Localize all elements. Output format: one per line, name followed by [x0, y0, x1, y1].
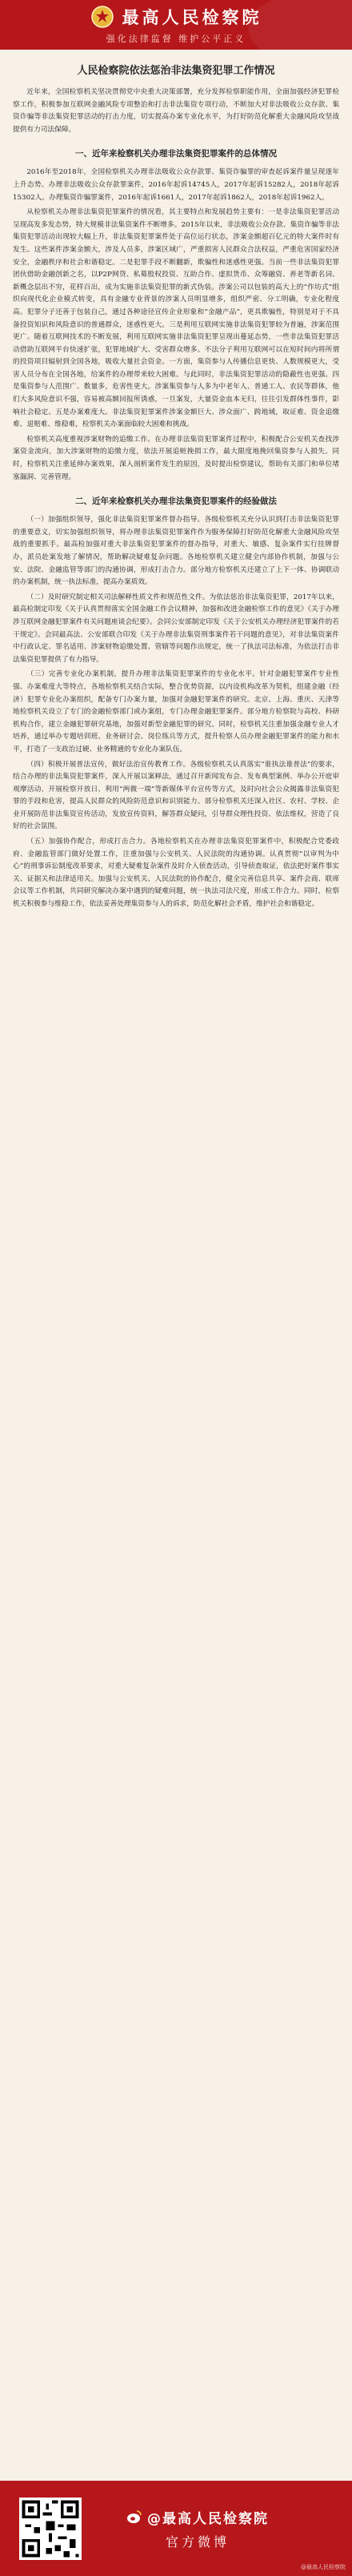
section-2-paragraph: （五）加强协作配合，形成打击合力。各地检察机关在办理非法集资犯罪案件中，积极配合党委政府、金融监管部门做好处置工作，注重加强与公安机关、人民法院的沟通协调。认真贯彻“以审判为中心”的刑事诉讼制度改革要求，对重大疑难复杂案件及时介入侦查活动，引导侦查取证，依法把好案件事实关、证据关和法律适用关。加强与公安机关、人民法院的协作配合，健全完善信息共享、案件会商、联席会议等工作机制，共同研究解决办案中遇到的疑难问题，统一执法司法尺度，形成工作合力。同时，检察机关积极参与维稳工作，依法妥善处理集资参与人的诉求，防范化解社会矛盾，维护社会和谐稳定。	[13, 838, 339, 909]
procuratorate-emblem-icon	[90, 5, 114, 29]
qr-code-icon	[19, 2498, 82, 2560]
section-1-paragraph: 从检察机关办理非法集资犯罪案件的情况看，其主要特点和发展趋势主要有：一是非法集资犯罪活动呈现高发多发态势，特大规模非法集资案件不断增多。2015年以来，非法吸收公众存款、集资诈骗等非法集资犯罪活动出现较大幅上升，非法集资犯罪案件处于高位运行状态，涉案金额超百亿元的特大案件时有发生。这些案件涉案金额大，涉及人员多，涉案区域广，严重损害人民群众合法权益，严重危害国家经济安全，金融秩序和社会和谐稳定。二是犯罪手段不断翻新，欺骗性和迷惑性更强。当前一些非法集资犯罪团伙借助金融创新之名，以P2P网贷、私募股权投资、互助合作、虚拟货币、众筹融资、养老等新名词、新概念层出不穷，花样百出，成为实施非法集资犯罪的新式伪装。涉案公司以包装的高大上的“作坊式”组织向现代化企业模式转变，具有金融专业背景的涉案人员明显增多，组织严密、分工明确，专业化程度高。犯罪分子还善于包装自己，通过各种途径宣传企业形象和“金融产品”，更具欺骗性，特别是对于不具备投资知识和风险意识的普通群众，迷惑性更大。三是利用互联网实施非法集资犯罪较为普遍，涉案范围更广。随着互联网技术的不断发展，利用互联网实施非法集资犯罪呈现出蔓延态势，一些非法集资犯罪活动借助互联网平台快速扩张，犯罪地域扩大、受害群众增多。不法分子利用互联网可以在短时间内将所谓的投资项目辐射到全国各地，吸收大量社会资金。一方面，集资参与人传播信息更快、人数规模更大，受害人员分布在全国各地，给案件的办理带来较大困难。与此同时，非法集资犯罪活动的隐蔽性也更强。四是集资参与人范围广、数量多，危害性更大。涉案集资参与人多为中老年人、普通工人、农民等群体，他们大多风险意识不强，容易被高额回报所诱惑，一旦案发，大量资金血本无归，往往引发群体性事件，影响社会稳定。五是办案难度大。非法集资犯罪案件涉案金额巨大、涉众面广、跨地域，取证难、资金追缴难、退赔难、维稳难，检察机关办案面临较大困难和挑战。	[13, 208, 339, 429]
section-2-paragraph: （三）完善专业化办案机制，提升办理非法集资犯罪案件的专业化水平。针对金融犯罪案件专业性强、办案难度大等特点，各地检察机关结合实际，整合优势资源，以内设机构改革为契机，组建金融（经济）犯罪专业化办案组织，配备专门办案力量，加强对金融犯罪案件的研究。北京、上海、重庆、天津等地检察机关设立了专门的金融检察部门或办案组，专门办理金融犯罪案件。部分地方检察院与高校、科研机构合作，建立金融犯罪研究基地，加强对新型金融犯罪的研究。同时，检察机关注重加强金融专业人才培养，通过举办专题培训班、业务研讨会、岗位练兵等方式，提升检察人员办理金融犯罪案件的能力和水平，打造了一支政治过硬、业务精通的专业化办案队伍。	[13, 670, 339, 754]
section-1-heading: 一、近年来检察机关办理非法集资犯罪案件的总体情况	[75, 149, 277, 159]
section-1-paragraph: 检察机关高度重视涉案财物的追缴工作。在办理非法集资犯罪案件过程中，积极配合公安机关查找涉案资金流向，加大涉案财物的追缴力度，依法开展追赃挽损工作，最大限度地挽回集资参与人损失。同时，检察机关注重延伸办案效果，深入剖析案件发生的原因，及时提出检察建议，帮助有关部门和单位堵塞漏洞、完善管理。	[13, 435, 339, 481]
watermark: @最高人民检察院	[301, 2564, 346, 2570]
article-title: 人民检察院依法惩治非法集资犯罪工作情况	[77, 65, 275, 77]
brand-name: 最高人民检察院	[122, 8, 262, 27]
brand-slogan: 强化法律监督 维护公平正义	[106, 34, 246, 44]
section-2-heading: 二、近年来检察机关办理非法集资犯罪案件的经验做法	[75, 496, 277, 507]
footer-banner	[0, 2481, 352, 2576]
weibo-icon	[126, 2509, 142, 2525]
section-2-paragraph: （二）及时研究制定相关司法解释性质文件和规范性文件。为依法惩治非法集资犯罪，2017年以来，最高检制定印发《关于认真贯彻落实全国金融工作会议精神，加强和改进金融检察工作的意见》《关于办理涉互联网金融犯罪案件有关问题座谈会纪要》。会同公安部制定印发《关于公安机关办理经济犯罪案件的若干规定》。会同最高法、公安部联合印发《关于办理非法集资刑事案件若干问题的意见》，对非法集资案件中行政认定、罪名适用、涉案财物追缴处置、管辖等问题作出规定，统一了执法司法标准，为依法打击非法集资犯罪提供了有力指导。	[13, 593, 339, 664]
section-2-paragraph: （四）积极开展普法宣传，做好法治宣传教育工作。各级检察机关认真落实“谁执法谁普法”的要求，结合办理的非法集资犯罪案件，深入开展以案释法，通过召开新闻发布会、发布典型案例、举办公开庭审观摩活动、开展检察开放日、利用“两微一端”等新媒体平台宣传等方式，及时向社会公众揭露非法集资犯罪的手段和危害，提高人民群众的风险防范意识和识别能力。部分检察机关还深入社区、农村、学校、企业开展防范非法集资宣传活动，发放宣传资料，解答群众疑问，引导群众理性投资、依法维权，营造了良好的社会氛围。	[13, 760, 339, 831]
top-banner	[0, 0, 352, 50]
article-body	[0, 50, 352, 911]
footer-text	[126, 2507, 269, 2550]
brand-row	[90, 5, 262, 29]
section-2-paragraph: （一）加强组织领导，强化非法集资犯罪案件督办指导。各级检察机关充分认识到打击非法集资犯罪的重要意义，切实加强组织领导，将办理非法集资犯罪案件作为服务保障打好防范化解重大金融风险攻坚战的重要抓手。最高检加强对重大非法集资犯罪案件的督办指导，对重大、敏感、复杂案件实行挂牌督办，派员赴案发地了解情况，帮助解决疑难复杂问题。各地检察机关建立健全内部协作机制，加强与公安、法院、金融监管等部门的沟通协调，形成打击合力。部分地方检察机关还建立了上下一体、协调联动的办案机制，统一执法标准，提高办案质效。	[13, 516, 339, 587]
intro-paragraph: 近年来，全国检察机关坚决贯彻党中央重大决策部署，充分发挥检察职能作用，全面加强经济犯罪检察工作，积极参加互联网金融风险专项整治和打击非法集资专项行动，不断加大对非法吸收公众存款、集资诈骗等非法集资犯罪活动的打击力度，切实提高办案专业化水平，为打好防范化解重大金融风险攻坚战提供有力司法保障。	[13, 88, 339, 134]
section-1-paragraph: 2016年至2018年，全国检察机关办理非法吸收公众存款罪、集资诈骗罪的审查起诉案件量呈现逐年上升态势。办理非法吸收公众存款罪案件，2016年起诉14745人，2017年起诉15282人，2018年起诉15302人。办理集资诈骗罪案件，2016年起诉1661人，2017年起诉1862人，2018年起诉1962人。	[13, 168, 339, 202]
account-subtitle: 官方微博	[165, 2534, 230, 2550]
account-name-row	[126, 2507, 269, 2527]
account-name: @最高人民检察院	[147, 2510, 269, 2527]
